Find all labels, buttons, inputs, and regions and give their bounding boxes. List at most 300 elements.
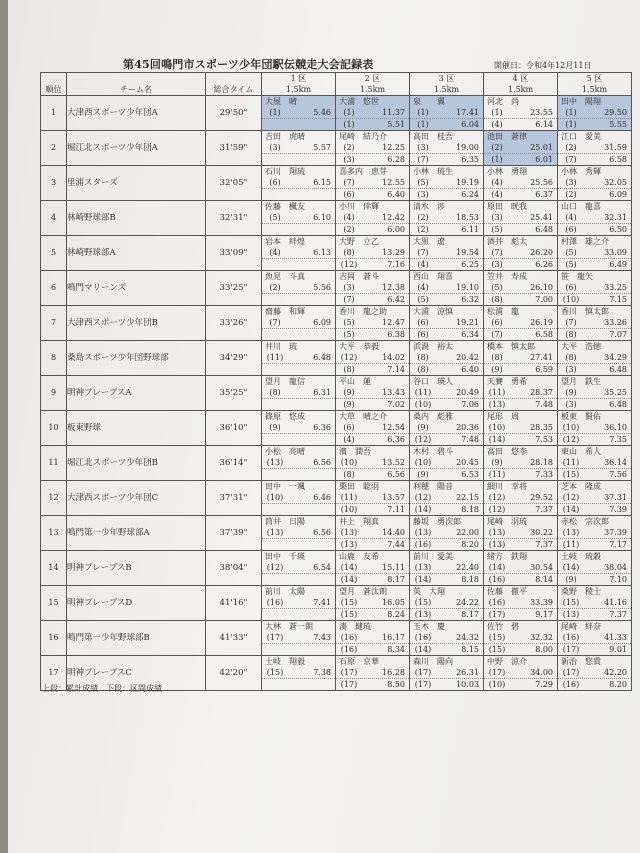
leg-time: 6.40 (461, 365, 479, 374)
cumulative-rank: (16) (266, 598, 284, 607)
leg-2-cell (336, 586, 410, 621)
leg-line (410, 189, 483, 200)
leg-time: 7.15 (609, 295, 627, 304)
leg-line (484, 224, 557, 235)
leg-rank: (5) (491, 225, 503, 234)
cumulative-line (484, 492, 557, 504)
leg-line (484, 504, 557, 515)
leg-time (288, 294, 335, 305)
cumulative-rank: (15) (266, 668, 284, 677)
cumulative-line (410, 352, 483, 364)
leg-time: 7.48 (535, 400, 553, 409)
runner-name: 笠井 寿成 (487, 272, 527, 281)
leg-5-cell (558, 201, 632, 236)
leg-rank: (6) (343, 190, 355, 199)
team-name-cell: 明神ブレーブスB (67, 551, 206, 586)
leg-rank: (14) (340, 575, 358, 584)
cumulative-time: 22.40 (456, 563, 479, 572)
cumulative-rank: (1) (565, 108, 577, 117)
team-name-cell: 鳴門第一少年野球部B (67, 621, 206, 656)
runner-name: 原田 晄我 (487, 202, 527, 211)
leg-3-cell (410, 411, 484, 446)
leg-line (558, 644, 631, 655)
cumulative-line (484, 352, 557, 364)
cumulative-time: 26.31 (456, 668, 479, 677)
team-name-cell: 大津西スポーツ少年団A (67, 96, 206, 131)
cumulative-rank: (8) (565, 353, 577, 362)
leg-2-cell (336, 516, 410, 551)
cumulative-time: 32.05 (604, 178, 627, 187)
cumulative-rank: (9) (491, 458, 503, 467)
runner-name: 小林 秀輝 (561, 167, 601, 176)
cumulative-rank: (2) (343, 143, 355, 152)
cumulative-time: 12.54 (382, 423, 405, 432)
runner-name: 小川 倖輝 (339, 202, 379, 211)
runner-name: 石原 京華 (339, 657, 379, 666)
leg-line (262, 609, 335, 620)
leg-rank: (9) (491, 365, 503, 374)
cumulative-rank: (13) (266, 458, 284, 467)
header-rank: 順位 (41, 73, 67, 96)
leg-time: 9.01 (609, 645, 627, 654)
cumulative-rank: (6) (269, 178, 281, 187)
cumulative-rank: (12) (562, 493, 580, 502)
cumulative-rank: (9) (417, 423, 429, 432)
cumulative-rank: (11) (340, 493, 358, 502)
leg-line (410, 574, 483, 585)
leg-rank: (11) (488, 470, 506, 479)
leg-4-cell (484, 516, 558, 551)
leg-time: 7.02 (387, 400, 405, 409)
leg-3-cell (410, 341, 484, 376)
leg-1-cell (262, 271, 336, 306)
total-time-cell: 33'09" (206, 236, 262, 271)
cumulative-line (410, 492, 483, 504)
leg-2-cell (336, 551, 410, 586)
leg-line (262, 189, 335, 200)
runner-name: 香川 龍之助 (339, 307, 387, 316)
runner-name: 松浦 龍 (487, 307, 519, 316)
cumulative-rank: (13) (414, 563, 432, 572)
cumulative-time: 33.25 (604, 283, 627, 292)
leg-2-cell (336, 446, 410, 481)
leg-rank (262, 329, 288, 340)
leg-2-cell (336, 236, 410, 271)
leg-2-cell (336, 271, 410, 306)
leg-time: 7.44 (387, 540, 405, 549)
total-time-cell: 35'25" (206, 376, 262, 411)
cumulative-time: 25.56 (530, 178, 553, 187)
leg-line (262, 644, 335, 655)
cumulative-time: 29.52 (530, 493, 553, 502)
leg-time (288, 119, 335, 130)
cumulative-time: 26.19 (530, 318, 553, 327)
leg-time: 6.01 (535, 155, 553, 164)
leg-line (484, 329, 557, 340)
header-leg-4: 4 区 1.5km (484, 73, 558, 96)
cumulative-rank: (16) (562, 633, 580, 642)
cumulative-line (558, 562, 631, 574)
runner-name: 筒井 日陽 (265, 517, 305, 526)
leg-line (558, 609, 631, 620)
leg-2-cell (336, 376, 410, 411)
cumulative-time: 33.09 (604, 248, 627, 257)
leg-5-cell (558, 411, 632, 446)
cumulative-line (484, 562, 557, 574)
rank-cell: 11 (41, 446, 67, 481)
leg-rank: (12) (414, 435, 432, 444)
cumulative-time: 5.57 (313, 143, 331, 152)
runner-name: 田中 千瑛 (265, 552, 305, 561)
leg-line (558, 119, 631, 130)
leg-rank: (6) (565, 225, 577, 234)
cumulative-time: 6.36 (313, 423, 331, 432)
leg-rank (262, 259, 288, 270)
leg-line (484, 574, 557, 585)
leg-rank: (10) (562, 295, 580, 304)
cumulative-time: 7.41 (313, 598, 331, 607)
leg-line (336, 399, 409, 410)
leg-4-cell (484, 306, 558, 341)
leg-time (288, 189, 335, 200)
cumulative-time: 22.15 (456, 493, 479, 502)
leg-line (484, 679, 557, 690)
cumulative-rank: (9) (269, 423, 281, 432)
leg-5-cell (558, 481, 632, 516)
leg-line (558, 574, 631, 585)
cumulative-rank: (9) (343, 388, 355, 397)
cumulative-time: 13.43 (382, 388, 405, 397)
leg-rank: (17) (488, 610, 506, 619)
runner-name: 新治 悠貴 (561, 657, 601, 666)
leg-rank: (14) (414, 645, 432, 654)
cumulative-rank: (11) (414, 388, 432, 397)
cumulative-time: 24.22 (456, 598, 479, 607)
cumulative-time: 38.04 (604, 563, 627, 572)
leg-time (288, 574, 335, 585)
leg-time (288, 224, 335, 235)
team-name-cell: 桑島スポーツ少年団野球部 (67, 341, 206, 376)
cumulative-rank: (1) (417, 108, 429, 117)
cumulative-rank: (2) (491, 143, 503, 152)
cumulative-line (262, 562, 335, 574)
cumulative-line (336, 352, 409, 364)
leg-4-cell (484, 481, 558, 516)
team-name-cell: 明神ブレーブスA (67, 376, 206, 411)
leg-line (262, 504, 335, 515)
leg-time (288, 504, 335, 515)
team-name-cell: 鳴門第一少年野球部A (67, 516, 206, 551)
cumulative-time: 23.55 (530, 108, 553, 117)
leg-5-cell (558, 131, 632, 166)
team-name-cell: 板東野球 (67, 411, 206, 446)
leg-rank: (15) (488, 645, 506, 654)
leg-rank: (8) (343, 470, 355, 479)
leg-rank: (17) (562, 645, 580, 654)
cumulative-line (410, 317, 483, 329)
table-row (41, 411, 632, 446)
cumulative-time: 24.32 (456, 633, 479, 642)
cumulative-rank: (6) (343, 423, 355, 432)
runner-name: 細川 幸将 (487, 482, 527, 491)
total-time-cell: 36'10" (206, 411, 262, 446)
leg-1-cell (262, 446, 336, 481)
runner-name: 吉田 虎晴 (265, 132, 305, 141)
leg-time: 6.36 (387, 435, 405, 444)
cumulative-line (410, 142, 483, 154)
leg-3-cell (410, 201, 484, 236)
runner-name: 前川 愛美 (413, 552, 453, 561)
leg-line (262, 399, 335, 410)
leg-rank: (12) (340, 260, 358, 269)
leg-time: 9.17 (535, 610, 553, 619)
cumulative-rank: (10) (340, 458, 358, 467)
cumulative-line (558, 352, 631, 364)
cumulative-line (262, 247, 335, 259)
cumulative-rank: (7) (343, 178, 355, 187)
cumulative-line (262, 317, 335, 329)
cumulative-rank: (1) (343, 108, 355, 117)
cumulative-rank: (15) (488, 633, 506, 642)
leg-time: 6.35 (461, 155, 479, 164)
leg-5-cell (558, 551, 632, 586)
cumulative-rank: (3) (565, 178, 577, 187)
cumulative-rank: (17) (414, 668, 432, 677)
cumulative-rank: (2) (417, 213, 429, 222)
leg-line (558, 504, 631, 515)
leg-time: 6.25 (461, 260, 479, 269)
header-leg-5: 5 区 1.5km (558, 73, 632, 96)
runner-name: 木村 碧斗 (413, 447, 453, 456)
cumulative-line (336, 527, 409, 539)
cumulative-time: 35.25 (604, 388, 627, 397)
leg-line (336, 539, 409, 550)
leg-time: 7.35 (609, 435, 627, 444)
runner-name: 井川 琉 (265, 342, 297, 351)
cumulative-line (484, 317, 557, 329)
table-row (41, 271, 632, 306)
runner-name: 望月 龍信 (265, 377, 305, 386)
leg-time: 6.38 (387, 330, 405, 339)
leg-line (336, 504, 409, 515)
leg-time: 7.06 (461, 400, 479, 409)
cumulative-time: 28.37 (530, 388, 553, 397)
cumulative-time: 32.31 (604, 213, 627, 222)
cumulative-rank: (9) (565, 388, 577, 397)
leg-1-cell (262, 621, 336, 656)
leg-time: 6.59 (535, 365, 553, 374)
leg-time: 7.48 (461, 435, 479, 444)
leg-line (484, 364, 557, 375)
runner-name: 平山 蓮 (339, 377, 371, 386)
runner-name: 森川 陽向 (413, 657, 453, 666)
runner-name: 清水 渉 (413, 202, 445, 211)
cumulative-time: 12.25 (382, 143, 405, 152)
total-time-cell: 32'05" (206, 166, 262, 201)
cumulative-line (336, 562, 409, 574)
cumulative-rank: (13) (562, 528, 580, 537)
rank-cell: 8 (41, 341, 67, 376)
cumulative-time: 13.52 (382, 458, 405, 467)
leg-line (410, 329, 483, 340)
runner-name: 板東 賢佑 (561, 412, 601, 421)
total-time-cell: 42'20" (206, 656, 262, 691)
leg-time: 6.50 (609, 225, 627, 234)
leg-2-cell (336, 621, 410, 656)
cumulative-line (262, 352, 335, 364)
runner-name: 大草 晴之介 (339, 412, 387, 421)
table-row (41, 166, 632, 201)
leg-line (410, 399, 483, 410)
leg-line (336, 154, 409, 165)
header-row (41, 73, 632, 96)
leg-rank: (3) (417, 190, 429, 199)
leg-time: 6.56 (387, 470, 405, 479)
cumulative-time: 14.40 (382, 528, 405, 537)
leg-5-cell (558, 271, 632, 306)
rank-cell: 3 (41, 166, 67, 201)
cumulative-time: 6.10 (313, 213, 331, 222)
cumulative-line (410, 177, 483, 189)
table-row (41, 481, 632, 516)
cumulative-line (484, 632, 557, 644)
leg-rank: (6) (417, 330, 429, 339)
leg-3-cell (410, 376, 484, 411)
total-time-cell: 34'29" (206, 341, 262, 376)
runner-name: 利穂 陽音 (413, 482, 453, 491)
cumulative-time: 15.11 (382, 563, 405, 572)
cumulative-time: 34.00 (530, 668, 553, 677)
cumulative-rank: (15) (562, 598, 580, 607)
cumulative-line (484, 142, 557, 154)
cumulative-line (336, 212, 409, 224)
leg-5-cell (558, 376, 632, 411)
leg-time: 7.07 (609, 330, 627, 339)
leg-line (336, 574, 409, 585)
leg-2-cell (336, 411, 410, 446)
leg-line (558, 434, 631, 445)
rank-cell: 10 (41, 411, 67, 446)
table-row (41, 376, 632, 411)
cumulative-time: 37.31 (604, 493, 627, 502)
runner-name: 魚見 斗真 (265, 272, 305, 281)
runner-name: 天賽 勇希 (487, 377, 527, 386)
leg-time: 7.11 (387, 505, 405, 514)
cumulative-rank: (12) (266, 563, 284, 572)
cumulative-time: 6.54 (313, 563, 331, 572)
leg-line (336, 119, 409, 130)
leg-time: 6.14 (535, 120, 553, 129)
cumulative-line (484, 667, 557, 679)
cumulative-rank: (3) (343, 283, 355, 292)
leg-1-cell (262, 481, 336, 516)
leg-rank: (2) (417, 225, 429, 234)
cumulative-rank: (14) (562, 563, 580, 572)
leg-time: 6.34 (461, 330, 479, 339)
leg-3-cell (410, 306, 484, 341)
runner-name: 大平 恭毅 (339, 342, 379, 351)
runner-name: 大浦 涼慎 (413, 307, 453, 316)
cumulative-time: 37.39 (604, 528, 627, 537)
leg-time: 6.04 (461, 120, 479, 129)
results-table (40, 72, 632, 691)
leg-line (484, 539, 557, 550)
leg-line (262, 469, 335, 480)
cumulative-line (262, 457, 335, 469)
table-row (41, 131, 632, 166)
leg-time: 7.14 (387, 365, 405, 374)
runner-name: 芝本 隆成 (561, 482, 601, 491)
event-date: 開催日：令和4年12月11日 (494, 61, 592, 70)
cumulative-line (558, 457, 631, 469)
cumulative-line (336, 247, 409, 259)
leg-time (288, 399, 335, 410)
cumulative-time: 16.28 (382, 668, 405, 677)
cumulative-time: 41.16 (604, 598, 627, 607)
leg-rank: (1) (565, 120, 577, 129)
leg-rank: (3) (491, 260, 503, 269)
leg-rank: (7) (491, 330, 503, 339)
cumulative-rank: (10) (562, 423, 580, 432)
cumulative-time: 5.46 (313, 108, 331, 117)
runner-name: 藤坂 勇次郎 (413, 517, 461, 526)
cumulative-time: 27.41 (530, 353, 553, 362)
cumulative-time: 18.53 (456, 213, 479, 222)
header-team: チーム名 (67, 73, 206, 96)
leg-line (484, 259, 557, 270)
leg-rank (262, 574, 288, 585)
total-time-cell: 31'59" (206, 131, 262, 166)
leg-5-cell (558, 516, 632, 551)
rank-cell: 17 (41, 656, 67, 691)
cumulative-rank: (17) (488, 668, 506, 677)
leg-time: 8.24 (387, 610, 405, 619)
total-time-cell: 41'16" (206, 586, 262, 621)
leg-line (410, 224, 483, 235)
total-time-cell: 38'04" (206, 551, 262, 586)
leg-4-cell (484, 236, 558, 271)
runner-name: 尾崎 絆奈 (561, 622, 601, 631)
leg-line (262, 224, 335, 235)
leg-time (288, 329, 335, 340)
cumulative-line (336, 177, 409, 189)
runner-name: 小松 亮晴 (265, 447, 305, 456)
leg-rank: (2) (565, 190, 577, 199)
cumulative-line (558, 387, 631, 399)
leg-1-cell (262, 166, 336, 201)
runner-name: 高田 悠李 (487, 447, 527, 456)
cumulative-line (484, 282, 557, 294)
runner-name: 山口 龍喜 (561, 202, 601, 211)
cumulative-time: 31.59 (604, 143, 627, 152)
leg-line (484, 469, 557, 480)
cumulative-time: 16.05 (382, 598, 405, 607)
leg-rank: (1) (343, 120, 355, 129)
leg-line (558, 399, 631, 410)
leg-time: 7.53 (535, 435, 553, 444)
cumulative-line (336, 387, 409, 399)
runner-name: 佐竹 碧 (487, 622, 519, 631)
cumulative-rank: (6) (491, 318, 503, 327)
cumulative-time: 19.21 (456, 318, 479, 327)
rank-cell: 1 (41, 96, 67, 131)
leg-time: 8.14 (535, 575, 553, 584)
runner-name: 篠原 悠成 (265, 412, 305, 421)
leg-1-cell (262, 341, 336, 376)
leg-rank (262, 399, 288, 410)
cumulative-time: 13.57 (382, 493, 405, 502)
leg-time: 7.56 (609, 470, 627, 479)
